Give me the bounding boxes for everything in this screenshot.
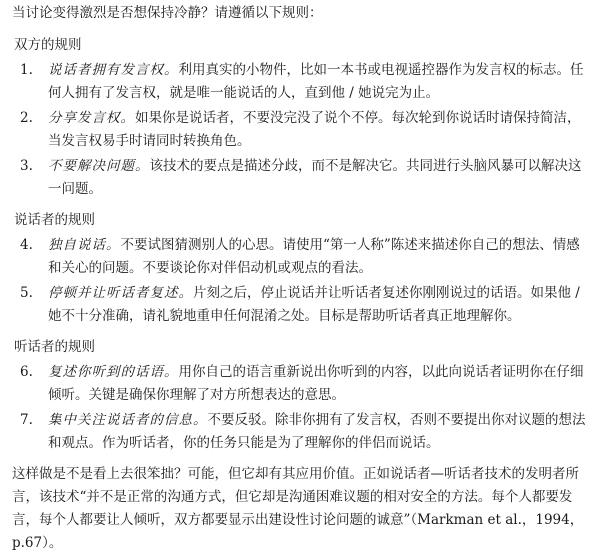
section-heading: 说话者的规则 [14,212,95,228]
rule-body: 不要反驳。除非你拥有了发言权，否则不要提出你对议题的想法和观点。作为听话者，你的任务只能是为了理解你的伴侣而说话。 [48,412,586,451]
rule-body: 不要试图猜测别人的心思。请使用“第一人称”陈述来描述你自己的想法、情感和关心的问题。不要谈论你对伴侣动机或观点的看法。 [48,237,580,276]
rule-number: 2. [20,110,33,126]
section-speaker [12,209,586,328]
rule-title: 说话者拥有发言权。 [48,62,179,78]
rule-item [12,409,586,455]
rule-number: 5. [20,285,33,301]
rule-item [12,282,586,328]
rule-number: 3. [20,158,33,174]
rule-title: 分享发言权。 [48,110,135,126]
rule-title: 不要解决问题。 [48,158,150,174]
rule-number: 4. [20,237,33,253]
rule-title: 独自说话。 [48,237,121,253]
rule-title: 复述你听到的话语。 [48,364,179,380]
rule-item [12,234,586,280]
rule-body: 利用真实的小物件，比如一本书或电视遥控器作为发言权的标志。任何人拥有了发言权，就是唯一能说话的人，直到他 / 她说完为止。 [48,62,584,101]
rule-list [12,361,586,455]
rule-body: 片刻之后，停止说话并让听话者复述你刚刚说过的话语。如果他 / 她不十分准确，请礼貌地重申任何混淆之处。目标是帮助听话者真正地理解你。 [48,285,580,324]
rule-item [12,361,586,407]
rule-number: 7. [20,412,33,428]
rule-list [12,234,586,328]
rule-item [12,59,586,105]
section-heading: 听话者的规则 [14,339,95,355]
rule-list [12,59,586,201]
conclusion-text: 这样做是不是看上去很笨拙？可能，但它却有其应用价值。正如说话者—听话者技术的发明者所言，该技术“并不是正常的沟通方式，但它却是沟通困难议题的相对安全的方法。每个人都要发言，每个人都要让人倾听，双方都要显示出建设性讨论问题的诚意”（Markman et al.，1994，p.67）。 [12,466,584,551]
rule-number: 6. [20,364,33,380]
rule-title: 集中关注说话者的信息。 [48,412,208,428]
rule-body: 该技术的要点是描述分歧，而不是解决它。共同进行头脑风暴可以解决这一问题。 [48,158,582,197]
rule-item [12,107,586,153]
section-listener [12,336,586,455]
intro-text: 当讨论变得激烈是否想保持冷静？请遵循以下规则： [12,5,323,21]
section-heading: 双方的规则 [14,37,82,53]
rule-item [12,155,586,201]
section-both [12,34,586,201]
rule-body: 如果你是说话者，不要没完没了说个不停。每次轮到你说话时请保持简洁，当发言权易手时请同时转换角色。 [48,110,581,149]
rule-body: 用你自己的语言重新说出你听到的内容，以此向说话者证明你在仔细倾听。关键是确保你理解了对方所想表达的意思。 [48,364,584,403]
rule-title: 停顿并让听话者复述。 [48,285,193,301]
rule-number: 1. [20,62,33,78]
